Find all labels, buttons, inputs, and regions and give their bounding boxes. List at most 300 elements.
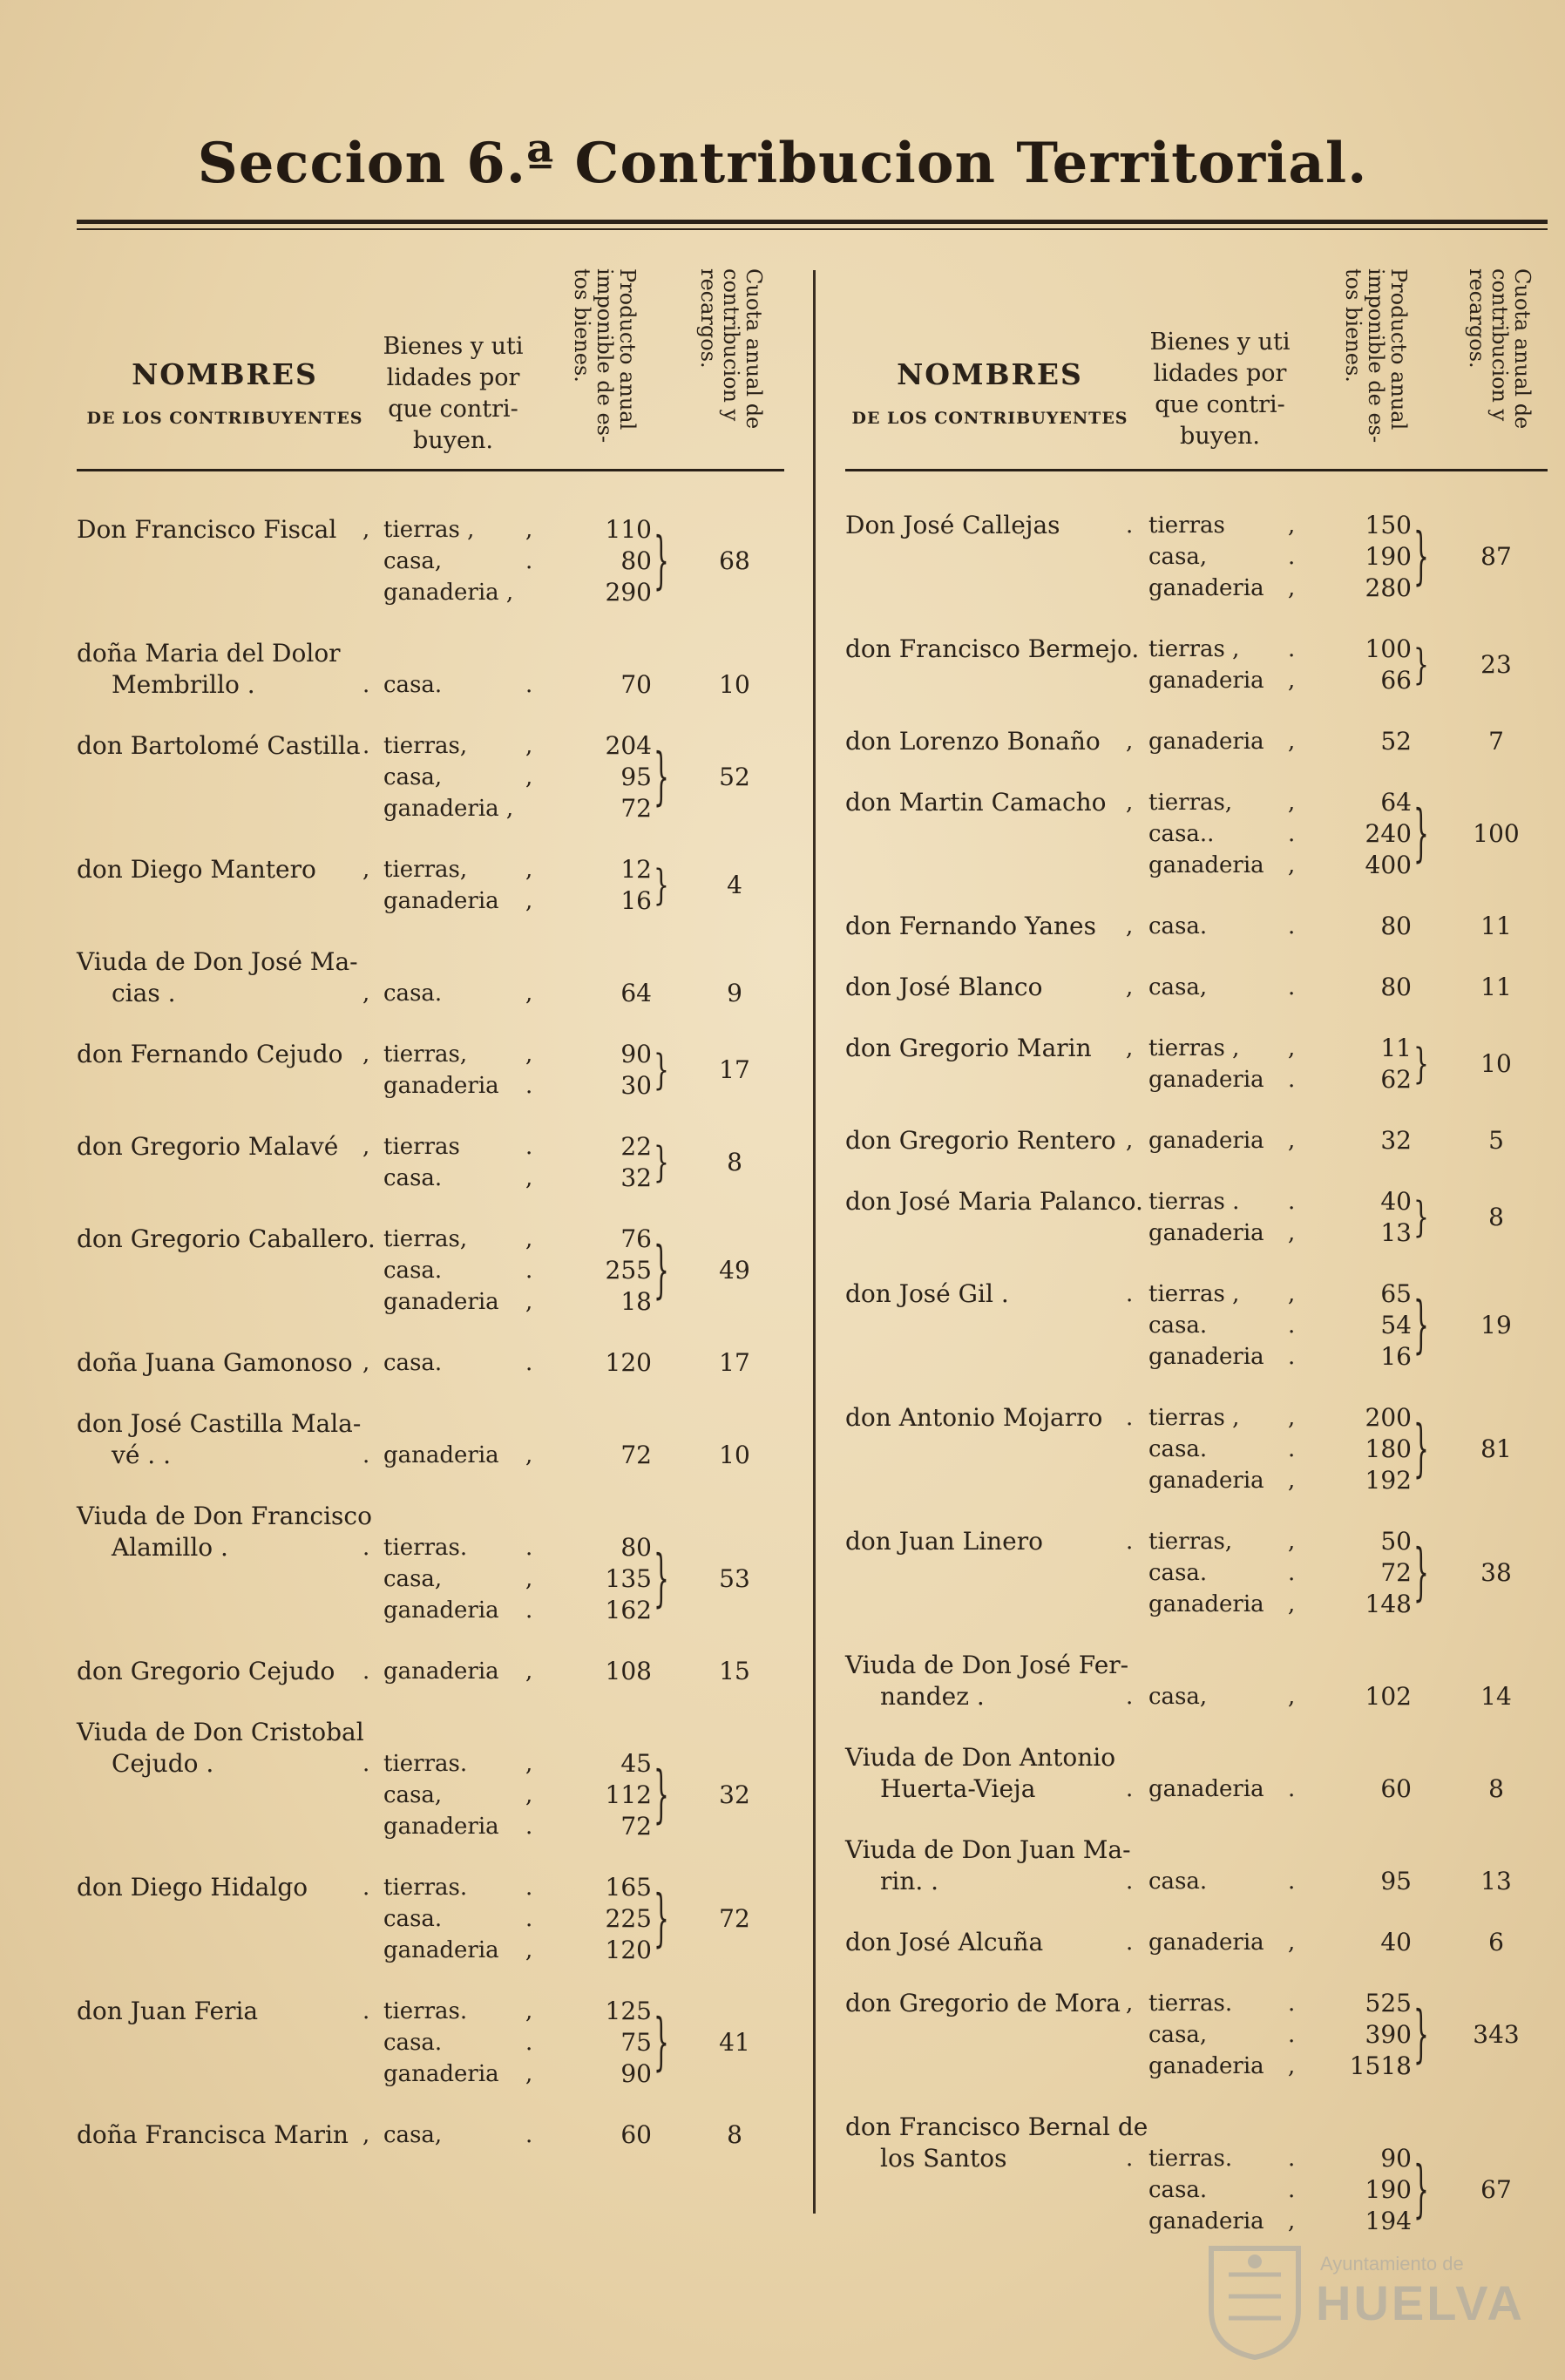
property-type: ganaderia bbox=[1148, 1067, 1264, 1093]
name-separator: . bbox=[1126, 1529, 1134, 1555]
bracket-symbol: } bbox=[1413, 1287, 1429, 1361]
header-nombres-text: NOMBRES bbox=[132, 357, 318, 391]
property-type: tierras , bbox=[1148, 1405, 1240, 1431]
watermark-text-small: Ayuntamiento de bbox=[1320, 2253, 1464, 2275]
property-dot: , bbox=[1288, 1035, 1296, 1061]
header-producto-left bbox=[571, 268, 639, 464]
property-type: tierras, bbox=[383, 857, 468, 883]
name-separator: , bbox=[1126, 1128, 1134, 1154]
property-type: ganaderia bbox=[1148, 1344, 1264, 1370]
contributors-table-right bbox=[845, 510, 1542, 2253]
property-value: 390 bbox=[1365, 2020, 1412, 2049]
name-separator: . bbox=[362, 672, 370, 698]
property-dot: , bbox=[1288, 852, 1296, 878]
contributor-name: Viuda de Don Cristobal bbox=[77, 1718, 364, 1746]
contributor-entry bbox=[77, 1717, 791, 1842]
property-type: ganaderia bbox=[1148, 1929, 1264, 1956]
contributor-name: don Gregorio Caballero. bbox=[77, 1224, 376, 1253]
property-value: 204 bbox=[605, 731, 652, 760]
cuota-value: 7 bbox=[1488, 727, 1504, 756]
property-dot: . bbox=[1288, 913, 1296, 939]
header-producto-line: imponible de es- bbox=[1364, 268, 1388, 444]
property-type: tierras, bbox=[1148, 1529, 1233, 1555]
property-dot: , bbox=[525, 1289, 533, 1315]
property-dot: . bbox=[525, 1875, 533, 1901]
property-value: 72 bbox=[1380, 1558, 1412, 1587]
contributor-name-cont: vé . . bbox=[112, 1441, 171, 1469]
name-separator: , bbox=[1126, 1035, 1134, 1061]
property-value: 125 bbox=[605, 1997, 652, 2025]
bracket-symbol: } bbox=[1413, 796, 1429, 870]
header-cuota-line: Cuota anual de bbox=[1510, 268, 1535, 430]
contributor-entry bbox=[845, 1278, 1542, 1373]
contributor-entry bbox=[77, 2119, 791, 2151]
property-type: ganaderia bbox=[383, 888, 499, 914]
property-type: casa. bbox=[1148, 913, 1208, 939]
bracket-symbol: } bbox=[1413, 2152, 1429, 2226]
property-dot: . bbox=[525, 2122, 533, 2148]
property-type: tierras. bbox=[1148, 2146, 1233, 2172]
header-producto-line: Producto anual bbox=[1386, 268, 1411, 431]
contributor-name: don Antonio Mojarro bbox=[845, 1403, 1103, 1432]
column-divider bbox=[813, 270, 816, 2214]
bracket-symbol: } bbox=[654, 1045, 669, 1095]
property-type: ganaderia bbox=[1148, 1468, 1264, 1494]
contributor-entry bbox=[845, 510, 1542, 604]
contributor-name: don Bartolomé Castilla bbox=[77, 731, 361, 760]
contributor-name: don Gregorio Rentero bbox=[845, 1126, 1116, 1155]
contributor-name-cont: Alamillo . bbox=[112, 1533, 228, 1562]
cuota-value: 15 bbox=[719, 1657, 750, 1685]
contributor-name: don Fernando Cejudo bbox=[77, 1040, 343, 1068]
bracket-symbol: } bbox=[654, 523, 669, 597]
contributor-entry bbox=[845, 1125, 1542, 1156]
property-type: ganaderia bbox=[1148, 575, 1264, 601]
contributor-name-cont: Membrillo . bbox=[112, 670, 255, 699]
property-type: casa. bbox=[1148, 2177, 1208, 2203]
bracket-symbol: } bbox=[1413, 640, 1429, 689]
bracket-symbol: } bbox=[654, 1881, 669, 1955]
property-value: 90 bbox=[620, 1040, 652, 1068]
property-value: 148 bbox=[1365, 1590, 1412, 1618]
property-type: tierras bbox=[383, 1134, 460, 1160]
city-seal-icon bbox=[1203, 2240, 1307, 2362]
contributor-entry bbox=[845, 1927, 1542, 1958]
property-dot: , bbox=[525, 857, 533, 883]
property-dot: , bbox=[525, 733, 533, 759]
header-rule-right bbox=[845, 469, 1548, 471]
property-value: 100 bbox=[1365, 634, 1412, 663]
contributor-name: doña Juana Gamonoso bbox=[77, 1348, 353, 1377]
property-dot: , bbox=[525, 1937, 533, 1963]
contributor-entry bbox=[845, 1033, 1542, 1095]
property-type: tierras , bbox=[383, 517, 475, 543]
property-dot: . bbox=[525, 1134, 533, 1160]
property-dot: . bbox=[1288, 1189, 1296, 1215]
name-separator: , bbox=[1126, 729, 1134, 755]
property-dot: . bbox=[1288, 1868, 1296, 1895]
bracket-symbol: } bbox=[654, 739, 669, 813]
cuota-value: 8 bbox=[1488, 1774, 1504, 1803]
header-bienes-line: que contri- bbox=[1155, 391, 1285, 418]
property-value: 66 bbox=[1380, 666, 1412, 695]
header-contribuyentes-text: DE LOS CONTRIBUYENTES bbox=[86, 409, 363, 428]
property-type: tierras. bbox=[383, 1998, 468, 2024]
name-separator: . bbox=[1126, 1684, 1134, 1710]
property-type: ganaderia bbox=[1148, 852, 1264, 878]
contributor-entry bbox=[77, 1224, 791, 1318]
contributor-entry bbox=[845, 1988, 1542, 2082]
property-value: 90 bbox=[620, 2059, 652, 2088]
header-nombres-right bbox=[842, 357, 1138, 428]
property-dot: . bbox=[525, 1350, 533, 1376]
property-type: casa. bbox=[383, 1350, 443, 1376]
property-type: tierras. bbox=[383, 1875, 468, 1901]
title-rule-thin bbox=[77, 228, 1548, 230]
property-type: casa. bbox=[1148, 1868, 1208, 1895]
contributor-name: Viuda de Don Antonio bbox=[845, 1743, 1116, 1772]
property-value: 72 bbox=[620, 794, 652, 823]
contributor-name: don José Blanco bbox=[845, 973, 1043, 1001]
property-dot: . bbox=[525, 548, 533, 574]
name-separator: . bbox=[1126, 1281, 1134, 1307]
cuota-value: 100 bbox=[1473, 819, 1520, 848]
property-value: 150 bbox=[1365, 511, 1412, 539]
header-cuota-line: recargos. bbox=[696, 268, 721, 369]
property-value: 190 bbox=[1365, 2175, 1412, 2204]
contributor-entry bbox=[845, 972, 1542, 1003]
contributor-name: doña Francisca Marin bbox=[77, 2120, 349, 2149]
property-dot: . bbox=[1288, 1344, 1296, 1370]
property-type: casa. bbox=[383, 2030, 443, 2056]
cuota-value: 5 bbox=[1488, 1126, 1504, 1155]
property-type: casa. bbox=[383, 1906, 443, 1932]
property-value: 40 bbox=[1380, 1928, 1412, 1956]
property-value: 240 bbox=[1365, 819, 1412, 848]
property-type: casa, bbox=[1148, 974, 1208, 1000]
property-type: ganaderia bbox=[1148, 729, 1264, 755]
contributor-entry bbox=[77, 1501, 791, 1626]
contributor-entry bbox=[77, 1996, 791, 2090]
property-dot: . bbox=[525, 1258, 533, 1284]
contributor-entry bbox=[845, 634, 1542, 696]
header-cuota-line: recargos. bbox=[1465, 268, 1489, 369]
cuota-value: 53 bbox=[719, 1564, 750, 1593]
cuota-value: 10 bbox=[1480, 1049, 1512, 1078]
property-value: 32 bbox=[1380, 1126, 1412, 1155]
contributor-entry bbox=[845, 726, 1542, 757]
property-value: 16 bbox=[620, 886, 652, 915]
property-value: 70 bbox=[620, 670, 652, 699]
property-type: casa, bbox=[383, 1782, 443, 1808]
contributor-name-cont: nandez . bbox=[880, 1682, 985, 1711]
name-separator: . bbox=[1126, 2146, 1134, 2172]
property-value: 60 bbox=[1380, 1774, 1412, 1803]
cuota-value: 68 bbox=[719, 546, 750, 575]
name-separator: . bbox=[1126, 1405, 1134, 1431]
property-value: 80 bbox=[1380, 912, 1412, 940]
name-separator: , bbox=[362, 517, 370, 543]
property-type: ganaderia bbox=[1148, 1591, 1264, 1617]
property-dot: . bbox=[525, 1073, 533, 1099]
property-value: 525 bbox=[1365, 1989, 1412, 2017]
property-value: 64 bbox=[1380, 788, 1412, 817]
property-type: casa. bbox=[383, 1258, 443, 1284]
property-value: 80 bbox=[620, 546, 652, 575]
property-value: 95 bbox=[1380, 1867, 1412, 1895]
cuota-value: 4 bbox=[727, 871, 742, 899]
header-bienes-line: buyen. bbox=[413, 427, 493, 454]
property-type: ganaderia bbox=[1148, 1776, 1264, 1802]
cuota-value: 81 bbox=[1480, 1434, 1512, 1463]
property-type: casa, bbox=[1148, 544, 1208, 570]
property-type: tierras , bbox=[1148, 1035, 1240, 1061]
name-separator: , bbox=[1126, 790, 1134, 816]
property-dot: , bbox=[525, 1041, 533, 1068]
cuota-value: 41 bbox=[719, 2028, 750, 2057]
property-type: ganaderia bbox=[383, 2061, 499, 2087]
header-cuota-right bbox=[1466, 268, 1534, 464]
header-producto-line: tos bienes. bbox=[1341, 268, 1365, 383]
property-type: casa. bbox=[383, 1165, 443, 1191]
property-dot: , bbox=[1288, 729, 1296, 755]
property-type: casa. bbox=[1148, 1560, 1208, 1586]
contributor-name: don Gregorio Malavé bbox=[77, 1132, 339, 1161]
contributor-entry bbox=[77, 854, 791, 917]
name-separator: , bbox=[1126, 974, 1134, 1000]
header-bienes-line: Bienes y uti bbox=[1149, 329, 1291, 356]
cuota-value: 9 bbox=[727, 979, 742, 1007]
name-separator: . bbox=[362, 1442, 370, 1468]
property-dot: , bbox=[1288, 1468, 1296, 1494]
property-type: tierras. bbox=[383, 1535, 468, 1561]
cuota-value: 49 bbox=[719, 1256, 750, 1285]
property-dot: . bbox=[1288, 1560, 1296, 1586]
property-type: casa.. bbox=[1148, 821, 1215, 847]
bracket-symbol: } bbox=[654, 1232, 669, 1306]
property-value: 76 bbox=[620, 1224, 652, 1253]
property-value: 30 bbox=[620, 1071, 652, 1100]
contributor-entry bbox=[845, 1186, 1542, 1249]
bracket-symbol: } bbox=[654, 1541, 669, 1615]
contributor-name: don Gregorio Cejudo bbox=[77, 1657, 335, 1685]
cuota-value: 19 bbox=[1480, 1311, 1512, 1339]
property-dot: , bbox=[525, 1998, 533, 2024]
name-separator: . bbox=[1126, 1868, 1134, 1895]
name-separator: . bbox=[362, 1535, 370, 1561]
property-value: 54 bbox=[1380, 1311, 1412, 1339]
property-value: 50 bbox=[1380, 1527, 1412, 1556]
property-value: 225 bbox=[605, 1904, 652, 1933]
property-value: 110 bbox=[605, 515, 652, 544]
header-contribuyentes-text: DE LOS CONTRIBUYENTES bbox=[851, 409, 1128, 428]
property-dot: , bbox=[525, 1658, 533, 1685]
property-value: 80 bbox=[620, 1533, 652, 1562]
property-dot: , bbox=[525, 1566, 533, 1592]
contributor-name: don José Maria Palanco. bbox=[845, 1187, 1143, 1216]
contributor-name: Viuda de Don José Fer- bbox=[845, 1651, 1129, 1679]
contributor-entry bbox=[77, 514, 791, 608]
property-value: 72 bbox=[620, 1812, 652, 1841]
contributor-name: Don Francisco Fiscal bbox=[77, 515, 337, 544]
property-dot: . bbox=[1288, 636, 1296, 662]
property-value: 112 bbox=[605, 1780, 652, 1809]
name-separator: , bbox=[362, 2122, 370, 2148]
contributor-entry bbox=[845, 1834, 1542, 1897]
property-value: 16 bbox=[1380, 1342, 1412, 1371]
contributor-name-cont: rin. . bbox=[880, 1867, 939, 1895]
property-type: ganaderia bbox=[1148, 1220, 1264, 1246]
name-separator: . bbox=[1126, 1929, 1134, 1956]
header-producto-right bbox=[1342, 268, 1410, 464]
watermark-text-large: HUELVA bbox=[1316, 2275, 1525, 2330]
property-type: tierras. bbox=[383, 1751, 468, 1777]
name-separator: . bbox=[362, 1875, 370, 1901]
property-dot: . bbox=[525, 1535, 533, 1561]
header-bienes-line: buyen. bbox=[1180, 423, 1260, 450]
property-value: 200 bbox=[1365, 1403, 1412, 1432]
contributor-name-cont: Huerta-Vieja bbox=[880, 1774, 1036, 1803]
name-separator: , bbox=[362, 1041, 370, 1068]
property-type: casa. bbox=[383, 980, 443, 1007]
property-value: 162 bbox=[605, 1596, 652, 1624]
header-producto-line: tos bienes. bbox=[570, 268, 594, 383]
cuota-value: 87 bbox=[1480, 542, 1512, 571]
name-separator: , bbox=[362, 857, 370, 883]
contributor-entry bbox=[845, 2112, 1542, 2237]
property-dot: , bbox=[1288, 1529, 1296, 1555]
property-dot: . bbox=[1288, 1776, 1296, 1802]
property-dot: . bbox=[1288, 1990, 1296, 2017]
contributor-name: don Diego Mantero bbox=[77, 855, 316, 884]
contributor-entry bbox=[77, 1408, 791, 1471]
contributor-name-cont: cias . bbox=[112, 979, 176, 1007]
property-value: 11 bbox=[1380, 1034, 1412, 1062]
property-type: casa, bbox=[383, 764, 443, 790]
property-dot: , bbox=[1288, 575, 1296, 601]
cuota-value: 343 bbox=[1473, 2020, 1520, 2049]
cuota-value: 8 bbox=[1488, 1203, 1504, 1231]
bracket-symbol: } bbox=[1413, 1192, 1429, 1242]
contributor-entry bbox=[77, 1347, 791, 1379]
bracket-symbol: } bbox=[1413, 1411, 1429, 1485]
name-separator: . bbox=[362, 1751, 370, 1777]
property-dot: , bbox=[1288, 1405, 1296, 1431]
contributor-name: doña Maria del Dolor bbox=[77, 639, 341, 668]
header-bienes-line: lidades por bbox=[386, 364, 520, 391]
header-bienes-line: que contri- bbox=[388, 396, 518, 423]
contributor-entry bbox=[845, 1742, 1542, 1805]
contributor-name: Viuda de Don Juan Ma- bbox=[845, 1835, 1131, 1864]
property-value: 120 bbox=[605, 1936, 652, 1964]
bracket-symbol: } bbox=[1413, 1535, 1429, 1609]
property-dot: . bbox=[525, 1814, 533, 1840]
contributor-name: don Martin Camacho bbox=[845, 788, 1107, 817]
property-dot: , bbox=[525, 517, 533, 543]
header-producto-line: Producto anual bbox=[615, 268, 640, 431]
property-type: ganaderia bbox=[1148, 668, 1264, 694]
property-dot: . bbox=[525, 1597, 533, 1624]
contributor-name: don Juan Feria bbox=[77, 1997, 259, 2025]
contributor-name-cont: Cejudo . bbox=[112, 1749, 214, 1778]
title-rule-thick bbox=[77, 220, 1548, 224]
property-dot: , bbox=[1288, 2208, 1296, 2234]
property-dot: . bbox=[1288, 821, 1296, 847]
cuota-value: 23 bbox=[1480, 650, 1512, 679]
property-value: 13 bbox=[1380, 1218, 1412, 1247]
property-value: 32 bbox=[620, 1163, 652, 1192]
contributor-name: don Francisco Bernal de bbox=[845, 2112, 1148, 2141]
header-bienes-line: lidades por bbox=[1153, 360, 1287, 387]
name-separator: . bbox=[1126, 512, 1134, 539]
property-type: ganaderia bbox=[383, 1814, 499, 1840]
property-value: 95 bbox=[620, 763, 652, 791]
cuota-value: 8 bbox=[727, 1148, 742, 1176]
contributor-entry bbox=[77, 946, 791, 1009]
contributor-name: don José Alcuña bbox=[845, 1928, 1044, 1956]
property-type: casa. bbox=[1148, 1436, 1208, 1462]
property-dot: , bbox=[1288, 512, 1296, 539]
name-separator: . bbox=[362, 1998, 370, 2024]
property-value: 102 bbox=[1365, 1682, 1412, 1711]
property-type: ganaderia bbox=[383, 1073, 499, 1099]
cuota-value: 8 bbox=[727, 2120, 742, 2149]
property-value: 65 bbox=[1380, 1279, 1412, 1308]
property-dot: , bbox=[1288, 790, 1296, 816]
name-separator: , bbox=[1126, 1990, 1134, 2017]
contributor-entry bbox=[77, 638, 791, 701]
property-dot: . bbox=[1288, 2177, 1296, 2203]
contributor-entry bbox=[845, 1650, 1542, 1712]
property-dot: , bbox=[525, 1442, 533, 1468]
property-type: casa, bbox=[1148, 2022, 1208, 2048]
cuota-value: 11 bbox=[1480, 912, 1512, 940]
contributors-table-left bbox=[77, 514, 791, 2257]
property-type: tierras, bbox=[383, 733, 468, 759]
property-dot: , bbox=[525, 980, 533, 1007]
bracket-symbol: } bbox=[1413, 1997, 1429, 2071]
property-value: 22 bbox=[620, 1132, 652, 1161]
property-value: 60 bbox=[620, 2120, 652, 2149]
property-dot: , bbox=[525, 1751, 533, 1777]
property-value: 180 bbox=[1365, 1434, 1412, 1463]
property-type: casa, bbox=[383, 2122, 443, 2148]
property-value: 64 bbox=[620, 979, 652, 1007]
property-dot: , bbox=[1288, 2053, 1296, 2079]
contributor-entry bbox=[77, 1131, 791, 1194]
property-type: casa, bbox=[383, 548, 443, 574]
header-cuota-left bbox=[697, 268, 765, 464]
property-type: tierras, bbox=[383, 1041, 468, 1068]
contributor-entry bbox=[77, 1656, 791, 1687]
property-dot: . bbox=[1288, 1436, 1296, 1462]
property-type: ganaderia bbox=[1148, 2208, 1264, 2234]
header-bienes-left bbox=[375, 331, 532, 457]
contributor-name: don Gregorio de Mora bbox=[845, 1989, 1121, 2017]
property-dot: , bbox=[525, 888, 533, 914]
cuota-value: 11 bbox=[1480, 973, 1512, 1001]
property-type: tierras , bbox=[1148, 1281, 1240, 1307]
property-value: 72 bbox=[620, 1441, 652, 1469]
header-nombres-left bbox=[77, 357, 373, 428]
property-dot: , bbox=[525, 2061, 533, 2087]
property-type: casa, bbox=[383, 1566, 443, 1592]
property-dot: , bbox=[1288, 1591, 1296, 1617]
contributor-name: don Diego Hidalgo bbox=[77, 1873, 308, 1902]
header-cuota-line: contribucion y bbox=[1487, 268, 1512, 422]
property-type: ganaderia bbox=[383, 1597, 499, 1624]
header-nombres-text: NOMBRES bbox=[897, 357, 1083, 391]
